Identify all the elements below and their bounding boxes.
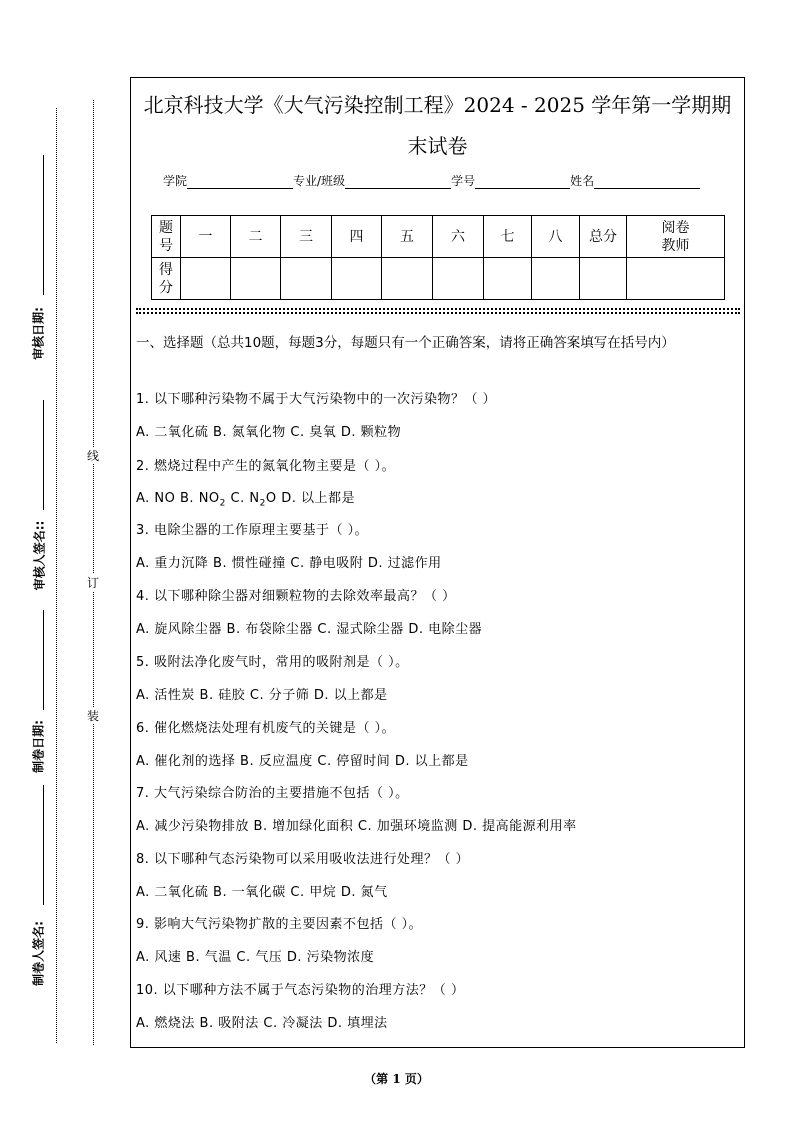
student-id-label: 学号: [451, 174, 476, 188]
maker-date-line: [43, 610, 44, 710]
question-5-options: A. 活性炭 B. 硅胶 C. 分子筛 D. 以上都是: [136, 688, 388, 703]
question-9: 9. 影响大气污染物扩散的主要因素不包括（ ）。: [136, 917, 423, 932]
score-col-header: 三: [281, 216, 332, 258]
score-col-header: 二: [231, 216, 281, 258]
major-field[interactable]: [345, 174, 451, 189]
exam-title-line1: 北京科技大学《大气污染控制工程》2024 - 2025 学年第一学期期: [143, 93, 732, 117]
score-table-score-row: [152, 258, 725, 300]
total-score-cell[interactable]: [580, 258, 627, 300]
question-6-options: A. 催化剂的选择 B. 反应温度 C. 停留时间 D. 以上都是: [136, 754, 469, 769]
score-cell[interactable]: [382, 258, 433, 300]
bind-line-mark: 线: [87, 449, 100, 463]
major-label: 专业/班级: [293, 174, 346, 188]
question-3: 3. 电除尘器的工作原理主要基于（ ）。: [136, 523, 369, 538]
score-table: [151, 215, 725, 300]
question-1-options: A. 二氧化硫 B. 氮氧化物 C. 臭氧 D. 颗粒物: [136, 425, 402, 440]
question-4: 4. 以下哪种除尘器对细颗粒物的去除效率最高？（ ）: [136, 589, 456, 604]
bind-staple-mark: 订: [87, 576, 100, 590]
score-cell[interactable]: [484, 258, 532, 300]
maker-date-label: 制卷日期:: [31, 720, 46, 773]
question-1: 1. 以下哪种污染物不属于大气污染物中的一次污染物？（ ）: [136, 392, 497, 407]
student-id-field[interactable]: [475, 174, 570, 189]
section-heading: 一、选择题（总共10题，每题3分，每题只有一个正确答案，请将正确答案填写在括号内）: [136, 335, 675, 351]
score-cell[interactable]: [532, 258, 580, 300]
score-cell[interactable]: [181, 258, 231, 300]
question-7-options: A. 减少污染物排放 B. 增加绿化面积 C. 加强环境监测 D. 提高能源利用率: [136, 819, 577, 834]
question-4-options: A. 旋风除尘器 B. 布袋除尘器 C. 湿式除尘器 D. 电除尘器: [136, 622, 483, 637]
reviewer-date-line: [43, 155, 44, 295]
question-9-options: A. 风速 B. 气温 C. 气压 D. 污染物浓度: [136, 950, 375, 965]
header-separator: [136, 312, 740, 314]
name-field[interactable]: [594, 174, 700, 189]
total-score-header: 总分: [580, 216, 627, 258]
question-5: 5. 吸附法净化废气时，常用的吸附剂是（ ）。: [136, 655, 409, 670]
name-label: 姓名: [570, 174, 595, 188]
score-col-header: 六: [433, 216, 484, 258]
question-2: 2. 燃烧过程中产生的氮氧化物主要是（ ）。: [136, 459, 396, 474]
left-dotted-line: [56, 108, 57, 1043]
question-6: 6. 催化燃烧法处理有机废气的关键是（ ）。: [136, 721, 396, 736]
reviewer-sign-line: [43, 400, 44, 510]
score-cell[interactable]: [433, 258, 484, 300]
reviewer-sign-label: 审核人签名::: [32, 520, 47, 591]
score-col-header: 五: [382, 216, 433, 258]
score-cell[interactable]: [231, 258, 281, 300]
maker-sign-label: 制卷人签名:: [31, 921, 46, 986]
maker-sign-line: [43, 785, 44, 905]
exam-title-line2: 末试卷: [407, 134, 468, 158]
college-label: 学院: [163, 174, 188, 188]
page-number: （第 1 页）: [364, 1072, 429, 1086]
question-3-options: A. 重力沉降 B. 惯性碰撞 C. 静电吸附 D. 过滤作用: [136, 556, 442, 571]
question-7: 7. 大气污染综合防治的主要措施不包括（ ）。: [136, 786, 409, 801]
question-number-header: 题 号: [152, 216, 181, 258]
grader-header: 阅卷 教师: [627, 216, 725, 258]
score-col-header: 四: [332, 216, 382, 258]
college-field[interactable]: [187, 174, 293, 189]
question-8: 8. 以下哪种气态污染物可以采用吸收法进行处理？（ ）: [136, 852, 470, 867]
score-cell[interactable]: [332, 258, 382, 300]
score-col-header: 一: [181, 216, 231, 258]
binding-dotted-line: [93, 100, 94, 1045]
student-info-line: [163, 172, 700, 189]
score-cell[interactable]: [281, 258, 332, 300]
question-10: 10. 以下哪种方法不属于气态污染物的治理方法？（ ）: [136, 983, 465, 998]
reviewer-date-label: 审核日期:: [31, 307, 46, 360]
question-8-options: A. 二氧化硫 B. 一氧化碳 C. 甲烷 D. 氮气: [136, 885, 388, 900]
score-row-header: 得 分: [152, 258, 181, 300]
score-col-header: 八: [532, 216, 580, 258]
bind-pack-mark: 装: [87, 709, 100, 723]
question-10-options: A. 燃烧法 B. 吸附法 C. 冷凝法 D. 填埋法: [136, 1016, 388, 1031]
grader-cell[interactable]: [627, 258, 725, 300]
header-separator: [136, 308, 740, 310]
question-2-options: A. NO B. $NO_2$ C. $N_2O$ D. 以上都是: [136, 491, 355, 509]
score-col-header: 七: [484, 216, 532, 258]
score-table-header-row: [152, 216, 725, 258]
